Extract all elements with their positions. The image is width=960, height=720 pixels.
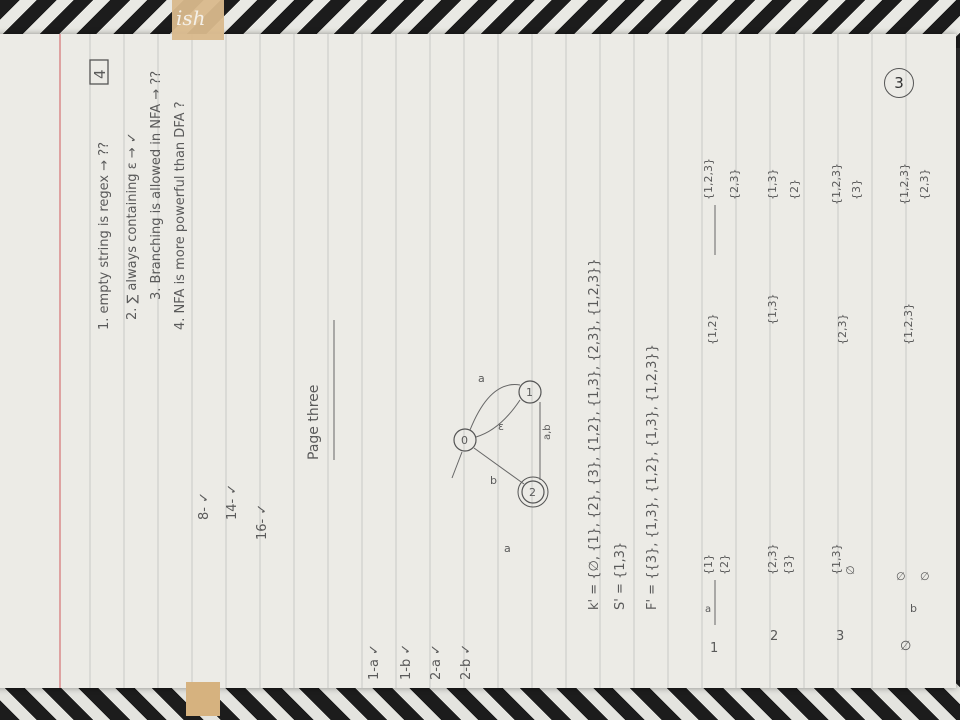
trans-8-a: {1,2,3} bbox=[898, 163, 911, 205]
trans-1-from: 1 bbox=[710, 641, 719, 656]
trans-2-a: {2,3} bbox=[766, 543, 779, 575]
section-number: 4 bbox=[91, 69, 109, 79]
answer-2: 2. ∑ always containing ε → ✓ bbox=[125, 132, 140, 320]
left-answer-1b: 1-b ✓ bbox=[399, 643, 414, 680]
mark-14: 14- ✓ bbox=[225, 483, 240, 520]
tape-writing: ish bbox=[176, 6, 206, 30]
trans-5-b: {2,3} bbox=[728, 168, 741, 200]
state-1-label: 1 bbox=[526, 386, 533, 399]
trans-5-a: {1,2,3} bbox=[702, 158, 715, 200]
trans-6-a: {1,3} bbox=[766, 168, 779, 200]
trans-6-from: {1,3} bbox=[766, 293, 779, 325]
edge-0-2-b bbox=[474, 448, 524, 484]
edge-0-1-a bbox=[470, 385, 520, 430]
answer-4: 4. NFA is more powerful than DFA ? bbox=[173, 101, 188, 330]
trans-3-b: ∅ bbox=[844, 565, 857, 575]
left-answer-2b: 2-b ✓ bbox=[459, 643, 474, 680]
left-answer-1a: 1-a ✓ bbox=[367, 644, 382, 680]
trans-7-a: {1,2,3} bbox=[830, 163, 843, 205]
answer-1: 1. empty string is regex → ?? bbox=[97, 141, 112, 330]
trans-7-b: {3} bbox=[850, 179, 863, 200]
transition-table-right bbox=[702, 158, 931, 345]
trans-4-a: ∅ bbox=[896, 570, 906, 583]
state-0-label: 0 bbox=[461, 434, 468, 447]
trans-7-from: {2,3} bbox=[836, 313, 849, 345]
trans-4-from: ∅ bbox=[900, 639, 912, 654]
transition-table-left bbox=[702, 544, 930, 657]
set-s: S' = {1,3} bbox=[613, 541, 628, 610]
start-label: a bbox=[504, 542, 511, 555]
edge-label-eps: ε bbox=[498, 420, 504, 433]
set-f: F' = {{3}, {1,3}, {1,2}, {1,3}, {1,2,3}} bbox=[645, 344, 660, 610]
edge-label-a: a bbox=[478, 372, 485, 385]
trans-3-a: {1,3} bbox=[830, 543, 843, 575]
start-arrow bbox=[452, 452, 462, 478]
left-answer-2a: 2-a ✓ bbox=[429, 644, 444, 680]
trans-4-sym: b bbox=[910, 602, 917, 615]
page-number-circle: 3 bbox=[884, 68, 914, 98]
answer-3: 3. Branching is allowed in NFA → ?? bbox=[149, 70, 164, 300]
trans-1-b: {2} bbox=[718, 554, 731, 575]
mark-16: 16- ✓ bbox=[255, 503, 270, 540]
trans-5-from: {1,2} bbox=[706, 313, 719, 345]
trans-1-sym-a: a bbox=[705, 604, 712, 615]
page-three-label: Page three bbox=[306, 384, 322, 460]
trans-8-b: {2,3} bbox=[918, 168, 931, 200]
trans-1-a: {1} bbox=[702, 554, 715, 575]
edge-label-ab: a,b bbox=[542, 424, 553, 440]
trans-2-b: {3} bbox=[782, 554, 795, 575]
set-k: k' = {∅, {1}, {2}, {3}, {1,2}, {1,3}, {2,3}, {1,2,3}} bbox=[587, 258, 602, 610]
trans-4-b: ∅ bbox=[920, 570, 930, 583]
edge-label-b: b bbox=[490, 474, 497, 487]
trans-3-from: 3 bbox=[836, 629, 845, 644]
nfa-diagram bbox=[452, 372, 553, 555]
trans-6-b: {2} bbox=[788, 179, 801, 200]
trans-8-from: {1,2,3} bbox=[902, 303, 915, 345]
state-2-label: 2 bbox=[529, 486, 536, 499]
trans-2-from: 2 bbox=[770, 629, 779, 644]
mark-8: 8- ✓ bbox=[197, 492, 212, 520]
